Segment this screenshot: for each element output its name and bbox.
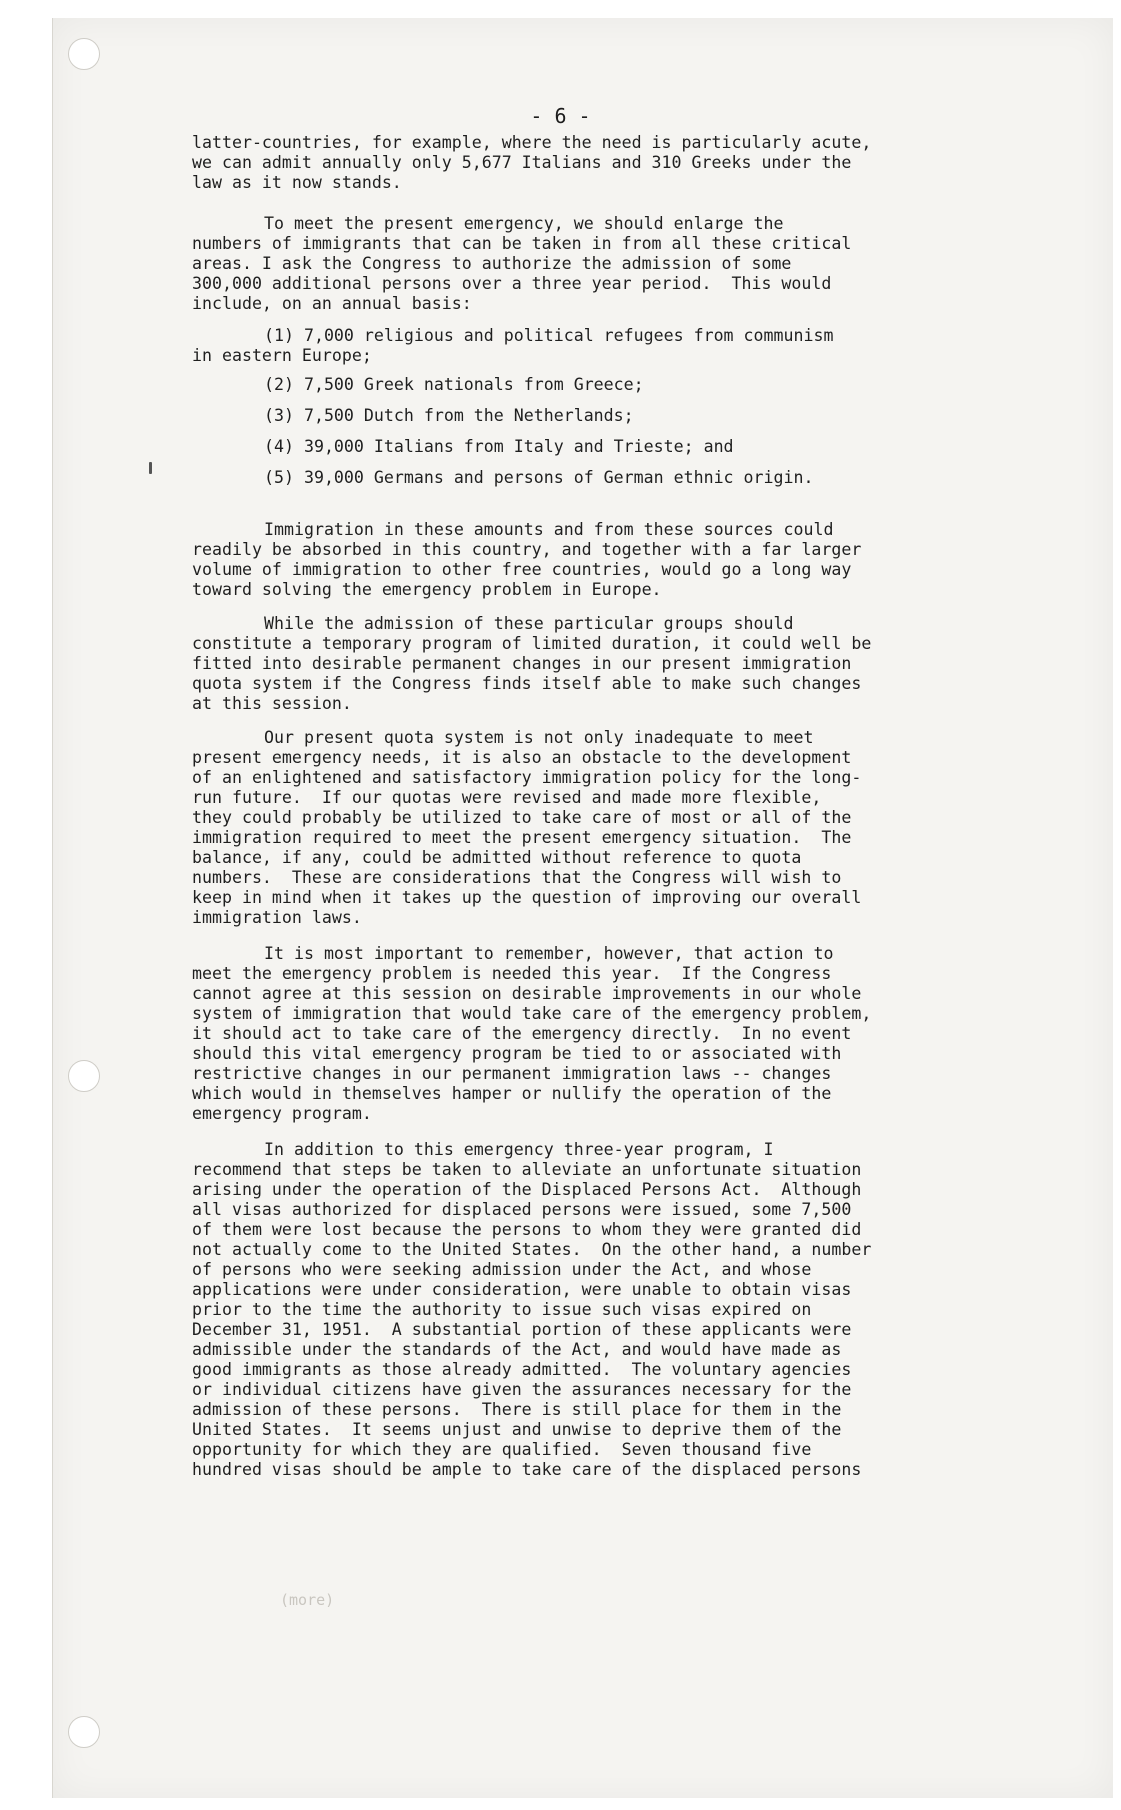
continued-mark: (more): [280, 1591, 335, 1609]
body-line: restrictive changes in our permanent immigration laws -- changes: [192, 1064, 832, 1083]
body-line: good immigrants as those already admitted. The voluntary agencies: [192, 1360, 852, 1379]
body-line: balance, if any, could be admitted without reference to quota: [192, 848, 802, 867]
body-line: To meet the present emergency, we should enlarge the: [264, 214, 784, 233]
body-line: at this session.: [192, 694, 352, 713]
body-line: system of immigration that would take care of the emergency problem,: [192, 1004, 872, 1023]
body-line: which would in themselves hamper or nullify the operation of the: [192, 1084, 832, 1103]
body-line: It is most important to remember, however, that action to: [264, 944, 834, 963]
binder-hole: [68, 1716, 100, 1748]
body-line: of them were lost because the persons to whom they were granted did: [192, 1220, 862, 1239]
body-line: prior to the time the authority to issue such visas expired on: [192, 1300, 812, 1319]
body-line: immigration laws.: [192, 908, 362, 927]
list-item: (1) 7,000 religious and political refugees from communism: [264, 326, 834, 345]
ink-mark: [149, 462, 152, 474]
body-line: December 31, 1951. A substantial portion of these applicants were: [192, 1320, 852, 1339]
body-line: readily be absorbed in this country, and together with a far larger: [192, 540, 862, 559]
body-line: of persons who were seeking admission under the Act, and whose: [192, 1260, 812, 1279]
body-line: include, on an annual basis:: [192, 294, 472, 313]
body-line: not actually come to the United States. On the other hand, a number: [192, 1240, 872, 1259]
body-line: fitted into desirable permanent changes in our present immigration: [192, 654, 852, 673]
body-line: emergency program.: [192, 1104, 372, 1123]
body-line: they could probably be utilized to take care of most or all of the: [192, 808, 852, 827]
list-item: (2) 7,500 Greek nationals from Greece;: [264, 375, 644, 394]
body-line: hundred visas should be ample to take care of the displaced persons: [192, 1460, 862, 1479]
body-line: we can admit annually only 5,677 Italians and 310 Greeks under the: [192, 153, 852, 172]
body-line: keep in mind when it takes up the question of improving our overall: [192, 888, 862, 907]
binder-hole: [68, 1060, 100, 1092]
body-line: 300,000 additional persons over a three year period. This would: [192, 274, 832, 293]
body-line: it should act to take care of the emergency directly. In no event: [192, 1024, 852, 1043]
body-line: opportunity for which they are qualified. Seven thousand five: [192, 1440, 812, 1459]
body-line: run future. If our quotas were revised and made more flexible,: [192, 788, 822, 807]
body-line: present emergency needs, it is also an obstacle to the development: [192, 748, 852, 767]
body-line: While the admission of these particular groups should: [264, 614, 794, 633]
body-line: latter-countries, for example, where the need is particularly acute,: [192, 133, 872, 152]
body-line: Our present quota system is not only inadequate to meet: [264, 728, 814, 747]
body-line: quota system if the Congress finds itself able to make such changes: [192, 674, 862, 693]
body-line: toward solving the emergency problem in Europe.: [192, 580, 662, 599]
list-item: (3) 7,500 Dutch from the Netherlands;: [264, 406, 634, 425]
list-item: (4) 39,000 Italians from Italy and Trieste; and: [264, 437, 734, 456]
body-line: meet the emergency problem is needed this year. If the Congress: [192, 964, 832, 983]
body-line: applications were under consideration, were unable to obtain visas: [192, 1280, 852, 1299]
body-line: law as it now stands.: [192, 173, 402, 192]
body-line: Immigration in these amounts and from these sources could: [264, 520, 834, 539]
body-line: admissible under the standards of the Act, and would have made as: [192, 1340, 842, 1359]
body-line: numbers. These are considerations that the Congress will wish to: [192, 868, 842, 887]
body-line: should this vital emergency program be tied to or associated with: [192, 1044, 842, 1063]
body-line: of an enlightened and satisfactory immigration policy for the long-: [192, 768, 862, 787]
body-line: all visas authorized for displaced persons were issued, some 7,500: [192, 1200, 852, 1219]
body-line: recommend that steps be taken to alleviate an unfortunate situation: [192, 1160, 862, 1179]
body-line: arising under the operation of the Displaced Persons Act. Although: [192, 1180, 862, 1199]
body-line: admission of these persons. There is still place for them in the: [192, 1400, 842, 1419]
list-item: (5) 39,000 Germans and persons of German ethnic origin.: [264, 468, 814, 487]
body-line: numbers of immigrants that can be taken in from all these critical: [192, 234, 852, 253]
body-line: areas. I ask the Congress to authorize the admission of some: [192, 254, 792, 273]
body-line: In addition to this emergency three-year program, I: [264, 1140, 774, 1159]
body-line: constitute a temporary program of limited duration, it could well be: [192, 634, 872, 653]
body-line: cannot agree at this session on desirable improvements in our whole: [192, 984, 862, 1003]
page-number: - 6 -: [530, 104, 591, 128]
list-item: in eastern Europe;: [192, 346, 372, 365]
body-line: immigration required to meet the present emergency situation. The: [192, 828, 852, 847]
body-line: volume of immigration to other free countries, would go a long way: [192, 560, 852, 579]
body-line: or individual citizens have given the assurances necessary for the: [192, 1380, 852, 1399]
body-line: United States. It seems unjust and unwise to deprive them of the: [192, 1420, 842, 1439]
binder-hole: [68, 38, 100, 70]
